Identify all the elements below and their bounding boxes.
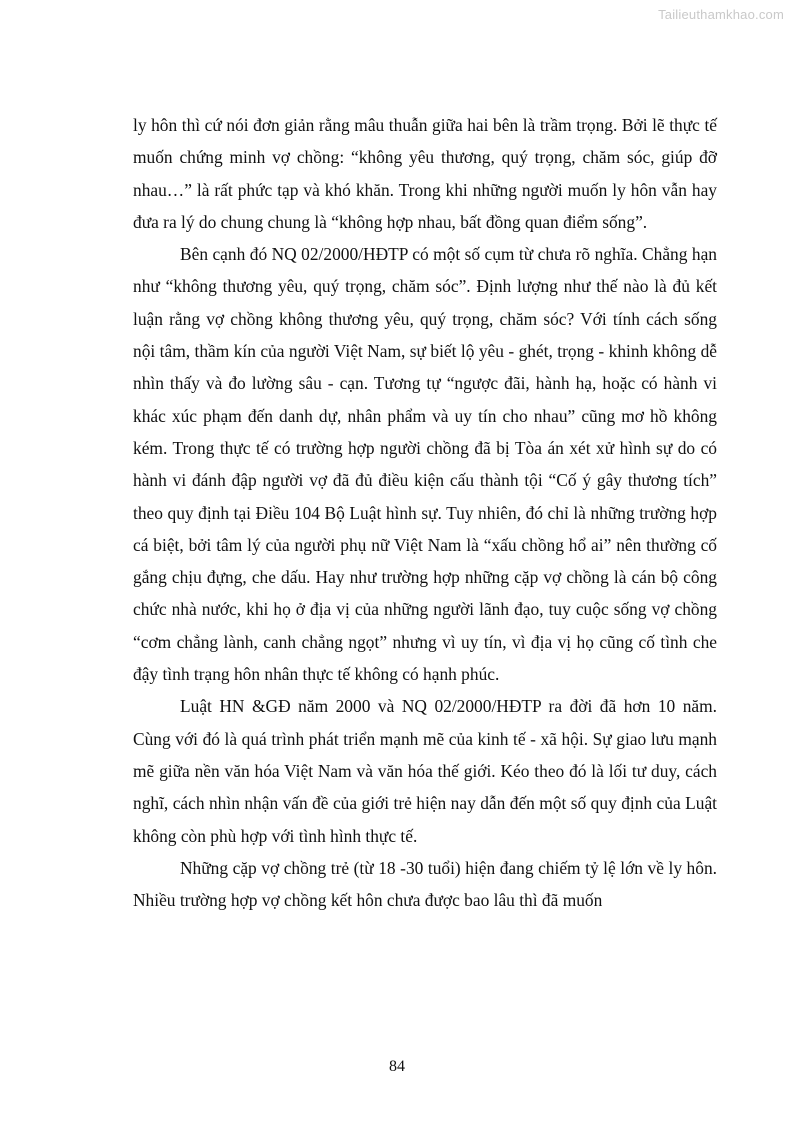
watermark: Tailieuthamkhao.com (658, 7, 784, 22)
page-number: 84 (389, 1058, 405, 1075)
paragraph-continuation: ly hôn thì cứ nói đơn giản rằng mâu thuẫn giữa hai bên là trầm trọng. Bởi lẽ thực tế muốn chứng minh vợ chồng: “không yêu thương, quý trọng, chăm sóc, giúp đỡ nhau…” là rất phức tạp và khó khăn. Trong khi những người muốn ly hôn vẫn hay đưa ra lý do chung chung là “không hợp nhau, bất đồng quan điểm sống”. (133, 115, 717, 232)
paragraph: Những cặp vợ chồng trẻ (từ 18 -30 tuổi) hiện đang chiếm tỷ lệ lớn về ly hôn. Nhiều trường hợp vợ chồng kết hôn chưa được bao lâu thì đã muốn (133, 857, 717, 911)
paragraph: Bên cạnh đó NQ 02/2000/HĐTP có một số cụm từ chưa rõ nghĩa. Chẳng hạn như “không thương yêu, quý trọng, chăm sóc”. Định lượng như thế nào là đủ kết luận rằng vợ chồng không thương yêu, quý trọng, chăm sóc? Với tính cách sống nội tâm, thầm kín của người Việt Nam, sự biết lộ yêu - ghét, trọng - khinh không dễ nhìn thấy và đo lường sâu - cạn. Tương tự “ngược đãi, hành hạ, hoặc có hành vi khác xúc phạm đến danh dự, nhân phẩm và uy tín cho nhau” cũng mơ hồ không kém. Trong thực tế có trường hợp người chồng đã bị Tòa án xét xử hình sự do có hành vi đánh đập người vợ đã đủ điều kiện cấu thành tội “Cố ý gây thương tích” theo quy định tại Điều 104 Bộ Luật hình sự. Tuy nhiên, đó chỉ là những trường hợp cá biệt, bởi tâm lý của người phụ nữ Việt Nam là “xấu chồng hổ ai” nên thường cố gắng chịu đựng, che dấu. Hay như trường hợp những cặp vợ chồng là cán bộ công chức nhà nước, khi họ ở địa vị của những người lãnh đạo, tuy cuộc sống vợ chồng “cơm chẳng lành, canh chẳng ngọt” nhưng vì uy tín, vì địa vị họ cũng cố tình che đậy tình trạng hôn nhân thực tế không có hạnh phúc. (133, 244, 717, 685)
paragraph: Luật HN &GĐ năm 2000 và NQ 02/2000/HĐTP ra đời đã hơn 10 năm. Cùng với đó là quá trình phát triển mạnh mẽ của kinh tế - xã hội. Sự giao lưu mạnh mẽ giữa nền văn hóa Việt Nam và văn hóa thế giới. Kéo theo đó là lối tư duy, cách nghĩ, cách nhìn nhận vấn đề của giới trẻ hiện nay dẫn đến một số quy định của Luật không còn phù hợp với tình hình thực tế. (133, 696, 717, 846)
document-body (133, 109, 717, 916)
